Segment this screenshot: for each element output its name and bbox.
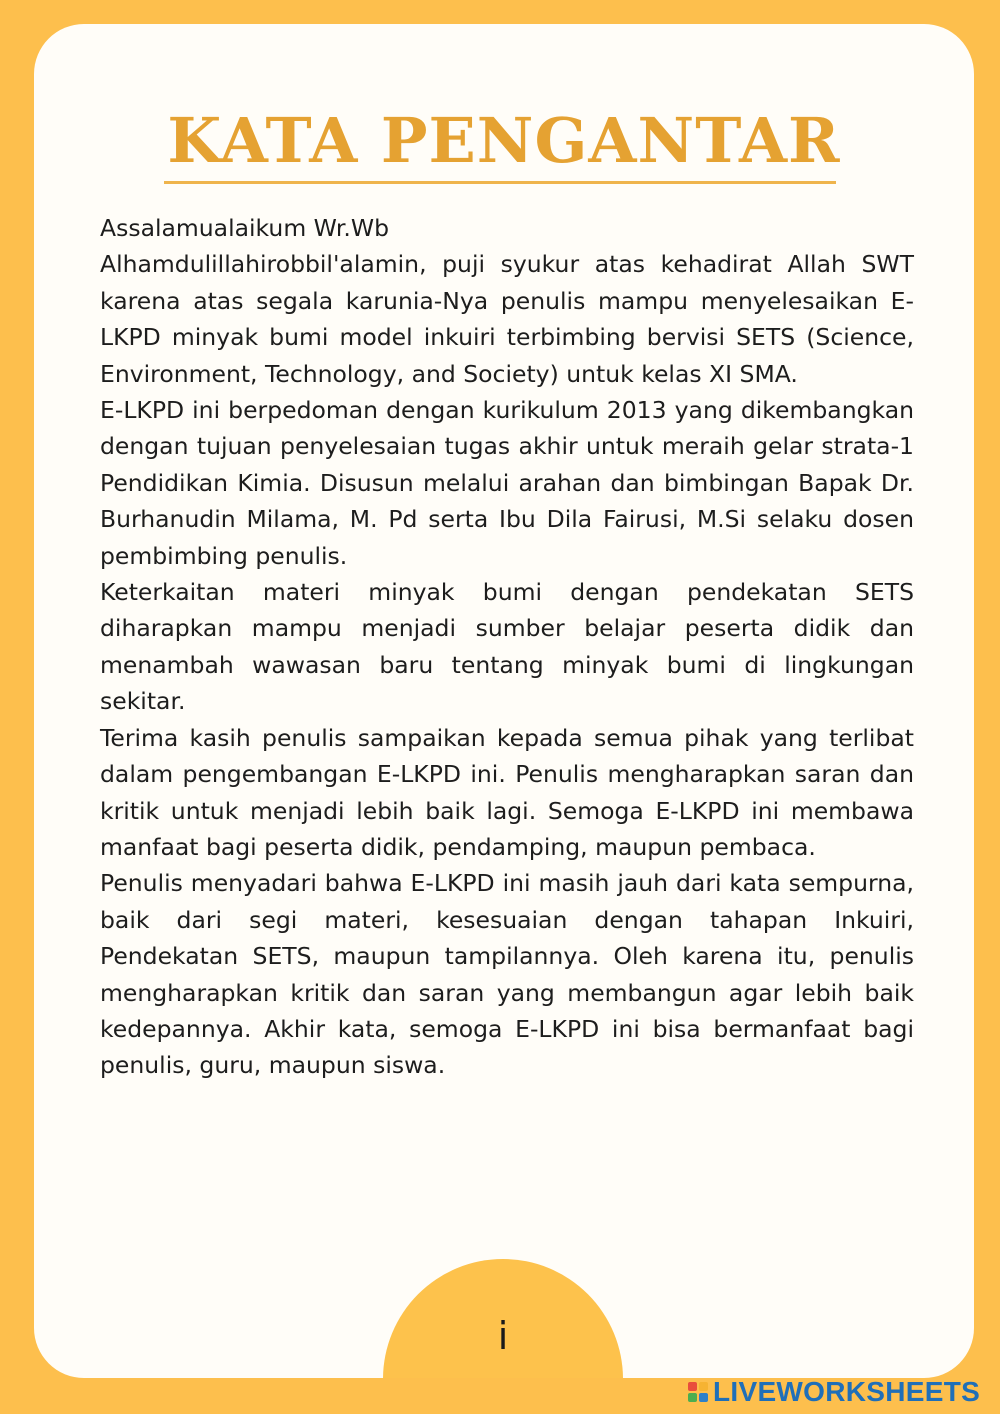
body-paragraph: E-LKPD ini berpedoman dengan kurikulum 2013 yang dikembangkan dengan tujuan penyelesaian tugas akhir untuk meraih gelar strata-1 Pendidikan Kimia. Disusun melalui arahan dan bimbingan Bapak Dr. Burhanudin Milama, M. Pd serta Ibu Dila Fairusi, M.Si selaku dosen pembimbing penulis.	[100, 396, 914, 570]
title-underline	[164, 181, 836, 184]
body-paragraph: Penulis menyadari bahwa E-LKPD ini masih jauh dari kata sempurna, baik dari segi materi, kesesuaian dengan tahapan Inkuiri, Pendekatan SETS, maupun tampilannya. Oleh karena itu, penulis mengharapkan kritik dan saran yang membangun agar lebih baik kedepannya. Akhir kata, semoga E-LKPD ini bisa bermanfaat bagi penulis, guru, maupun siswa.	[100, 869, 914, 1080]
page-card	[34, 24, 974, 1378]
body-paragraph: Terima kasih penulis sampaikan kepada semua pihak yang terlibat dalam pengembangan E-LKPD ini. Penulis mengharapkan saran dan kritik untuk menjadi lebih baik lagi. Semoga E-LKPD ini membawa manfaat bagi peserta didik, pendamping, maupun pembaca.	[100, 723, 914, 861]
greeting-paragraph: Assalamualaikum Wr.Wb	[100, 214, 389, 242]
page-number-circle	[383, 1259, 623, 1378]
body-paragraph: Alhamdulillahirobbil'alamin, puji syukur atas kehadirat Allah SWT karena atas segala karunia-Nya penulis mampu menyelesaikan E-LKPD minyak bumi model inkuiri terbimbing bervisi SETS (Science, Environment, Technology, and Society) untuk kelas XI SMA.	[100, 250, 914, 388]
body-paragraph: Keterkaitan materi minyak bumi dengan pendekatan SETS diharapkan mampu menjadi sumber belajar peserta didik dan menambah wawasan baru tentang minyak bumi di lingkungan sekitar.	[100, 578, 914, 716]
page-number: i	[497, 1314, 509, 1358]
page-title: KATA PENGANTAR	[167, 104, 841, 177]
liveworksheets-logo-icon	[688, 1382, 708, 1402]
preface-body	[100, 210, 914, 1084]
liveworksheets-wordmark: LIVEWORKSHEETS	[713, 1376, 981, 1407]
liveworksheets-watermark[interactable]	[688, 1375, 980, 1409]
